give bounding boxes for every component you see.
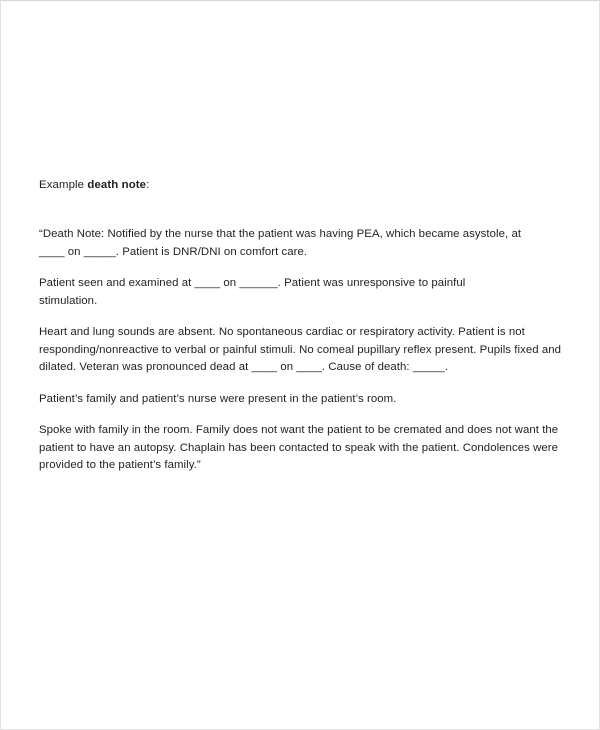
document-body	[39, 177, 569, 475]
paragraph-family-discussion: Spoke with family in the room. Family does not want the patient to be cremated and does not want the patient to have an autopsy. Chaplain has been contacted to speak with the patient. Condolences were provided to the patient’s family.”	[39, 424, 559, 471]
page-title-emphasis: death note	[87, 179, 147, 191]
paragraph-clinical-findings: Heart and lung sounds are absent. No spontaneous cardiac or respiratory activity. Patient is not responding/nonreactive to verbal or painful stimuli. No comeal pupillary reflex present. Pupils fixed and dilated. Veteran was pronounced dead at ____ on ____. Cause of death: _____.	[39, 326, 562, 373]
page-title	[39, 177, 569, 193]
paragraph-family-present: Patient’s family and patient’s nurse were present in the patient’s room.	[39, 392, 397, 405]
paragraph-death-note-notification: “Death Note: Notified by the nurse that the patient was having PEA, which became asystole, at ____ on _____. Patient is DNR/DNI on comfort care.	[39, 228, 522, 258]
paragraph-patient-examination: Patient seen and examined at ____ on ______. Patient was unresponsive to painful stimulation.	[39, 277, 466, 307]
page-title-suffix: :	[146, 179, 150, 191]
page-title-prefix: Example	[39, 179, 88, 191]
